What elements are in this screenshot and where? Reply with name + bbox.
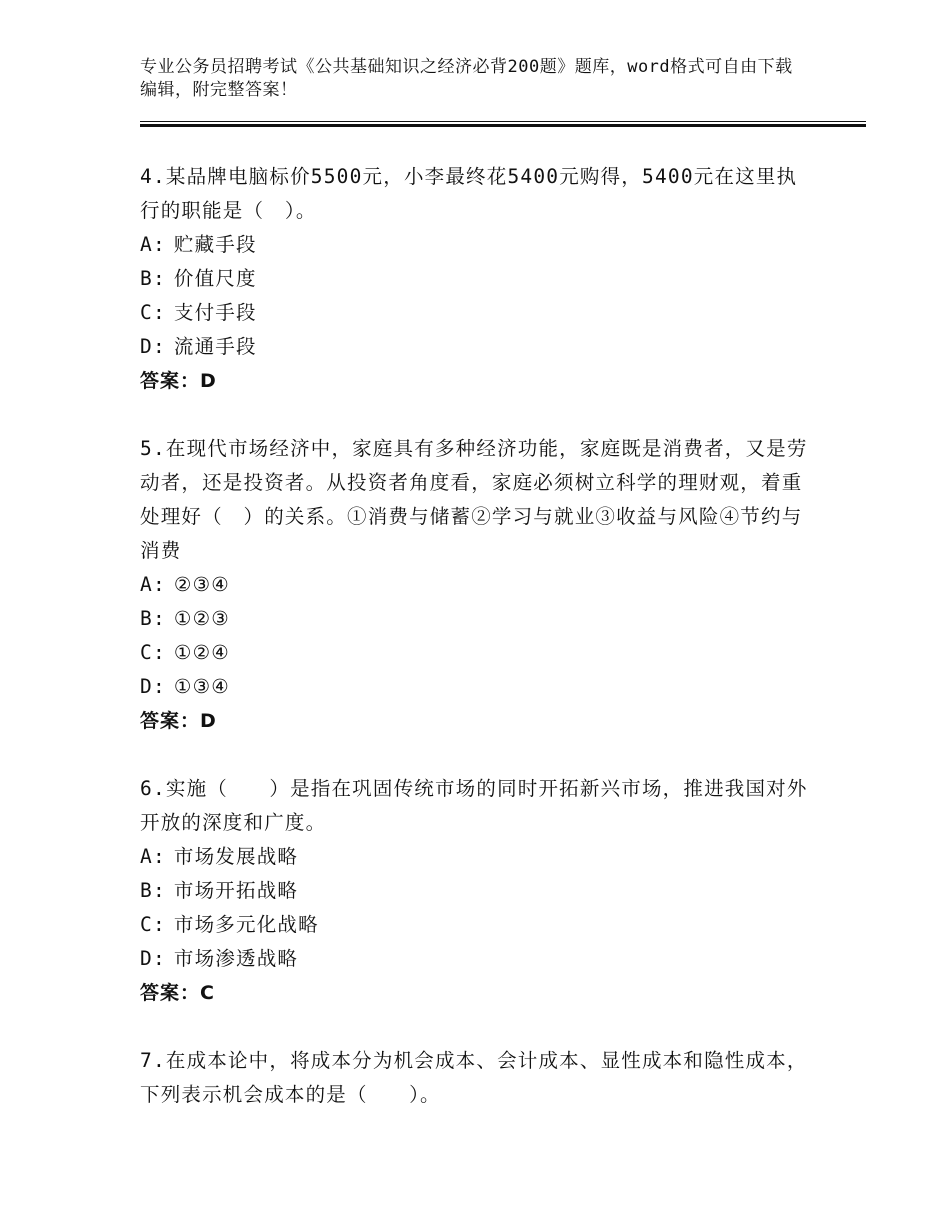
question-stem: 6.实施（ ）是指在巩固传统市场的同时开拓新兴市场，推进我国对外开放的深度和广度。 xyxy=(140,777,808,834)
option-a xyxy=(140,568,810,602)
option-text: 价值尺度 xyxy=(173,267,257,290)
question-7 xyxy=(140,1044,810,1112)
option-a xyxy=(140,228,810,262)
question-5 xyxy=(140,432,810,738)
header-rule-thick xyxy=(140,124,866,127)
option-text: 支付手段 xyxy=(173,301,257,324)
option-b xyxy=(140,602,810,636)
option-a xyxy=(140,840,810,874)
question-stem: 4.某品牌电脑标价5500元，小李最终花5400元购得，5400元在这里执行的职能是（ ）。 xyxy=(140,165,798,222)
option-text: ①②③ xyxy=(173,607,230,630)
option-text: 流通手段 xyxy=(173,335,257,358)
option-label: D: xyxy=(140,947,166,970)
question-stem: 5.在现代市场经济中，家庭具有多种经济功能，家庭既是消费者，又是劳动者，还是投资者。从投资者角度看，家庭必须树立科学的理财观，着重处理好（ ）的关系。①消费与储蓄②学习与就业③收益与风险④节约与消费 xyxy=(140,437,808,562)
document-header: 专业公务员招聘考试《公共基础知识之经济必背200题》题库，word格式可自由下载编辑，附完整答案！ xyxy=(140,57,793,100)
header-rule-thin xyxy=(140,121,866,122)
option-label: C: xyxy=(140,641,166,664)
option-d xyxy=(140,670,810,704)
option-c xyxy=(140,296,810,330)
question-6 xyxy=(140,772,810,1010)
question-stem: 7.在成本论中，将成本分为机会成本、会计成本、显性成本和隐性成本，下列表示机会成本的是（ ）。 xyxy=(140,1049,808,1106)
option-d xyxy=(140,942,810,976)
option-d xyxy=(140,330,810,364)
option-label: A: xyxy=(140,845,166,868)
question-list xyxy=(140,160,810,1146)
answer-line: 答案：D xyxy=(140,370,217,392)
option-label: B: xyxy=(140,267,166,290)
option-text: 贮藏手段 xyxy=(173,233,257,256)
option-label: D: xyxy=(140,675,166,698)
option-label: C: xyxy=(140,913,166,936)
option-label: A: xyxy=(140,573,166,596)
answer-line: 答案：C xyxy=(140,982,215,1004)
option-text: 市场渗透战略 xyxy=(173,947,299,970)
question-4 xyxy=(140,160,810,398)
option-text: 市场开拓战略 xyxy=(173,879,299,902)
option-text: ①③④ xyxy=(173,675,230,698)
option-label: C: xyxy=(140,301,166,324)
option-text: ①②④ xyxy=(173,641,230,664)
option-text: ②③④ xyxy=(173,573,230,596)
option-c xyxy=(140,636,810,670)
option-label: A: xyxy=(140,233,166,256)
option-b xyxy=(140,262,810,296)
option-text: 市场多元化战略 xyxy=(173,913,319,936)
answer-line: 答案：D xyxy=(140,710,217,732)
option-c xyxy=(140,908,810,942)
option-b xyxy=(140,874,810,908)
option-label: D: xyxy=(140,335,166,358)
option-text: 市场发展战略 xyxy=(173,845,299,868)
option-label: B: xyxy=(140,607,166,630)
option-label: B: xyxy=(140,879,166,902)
